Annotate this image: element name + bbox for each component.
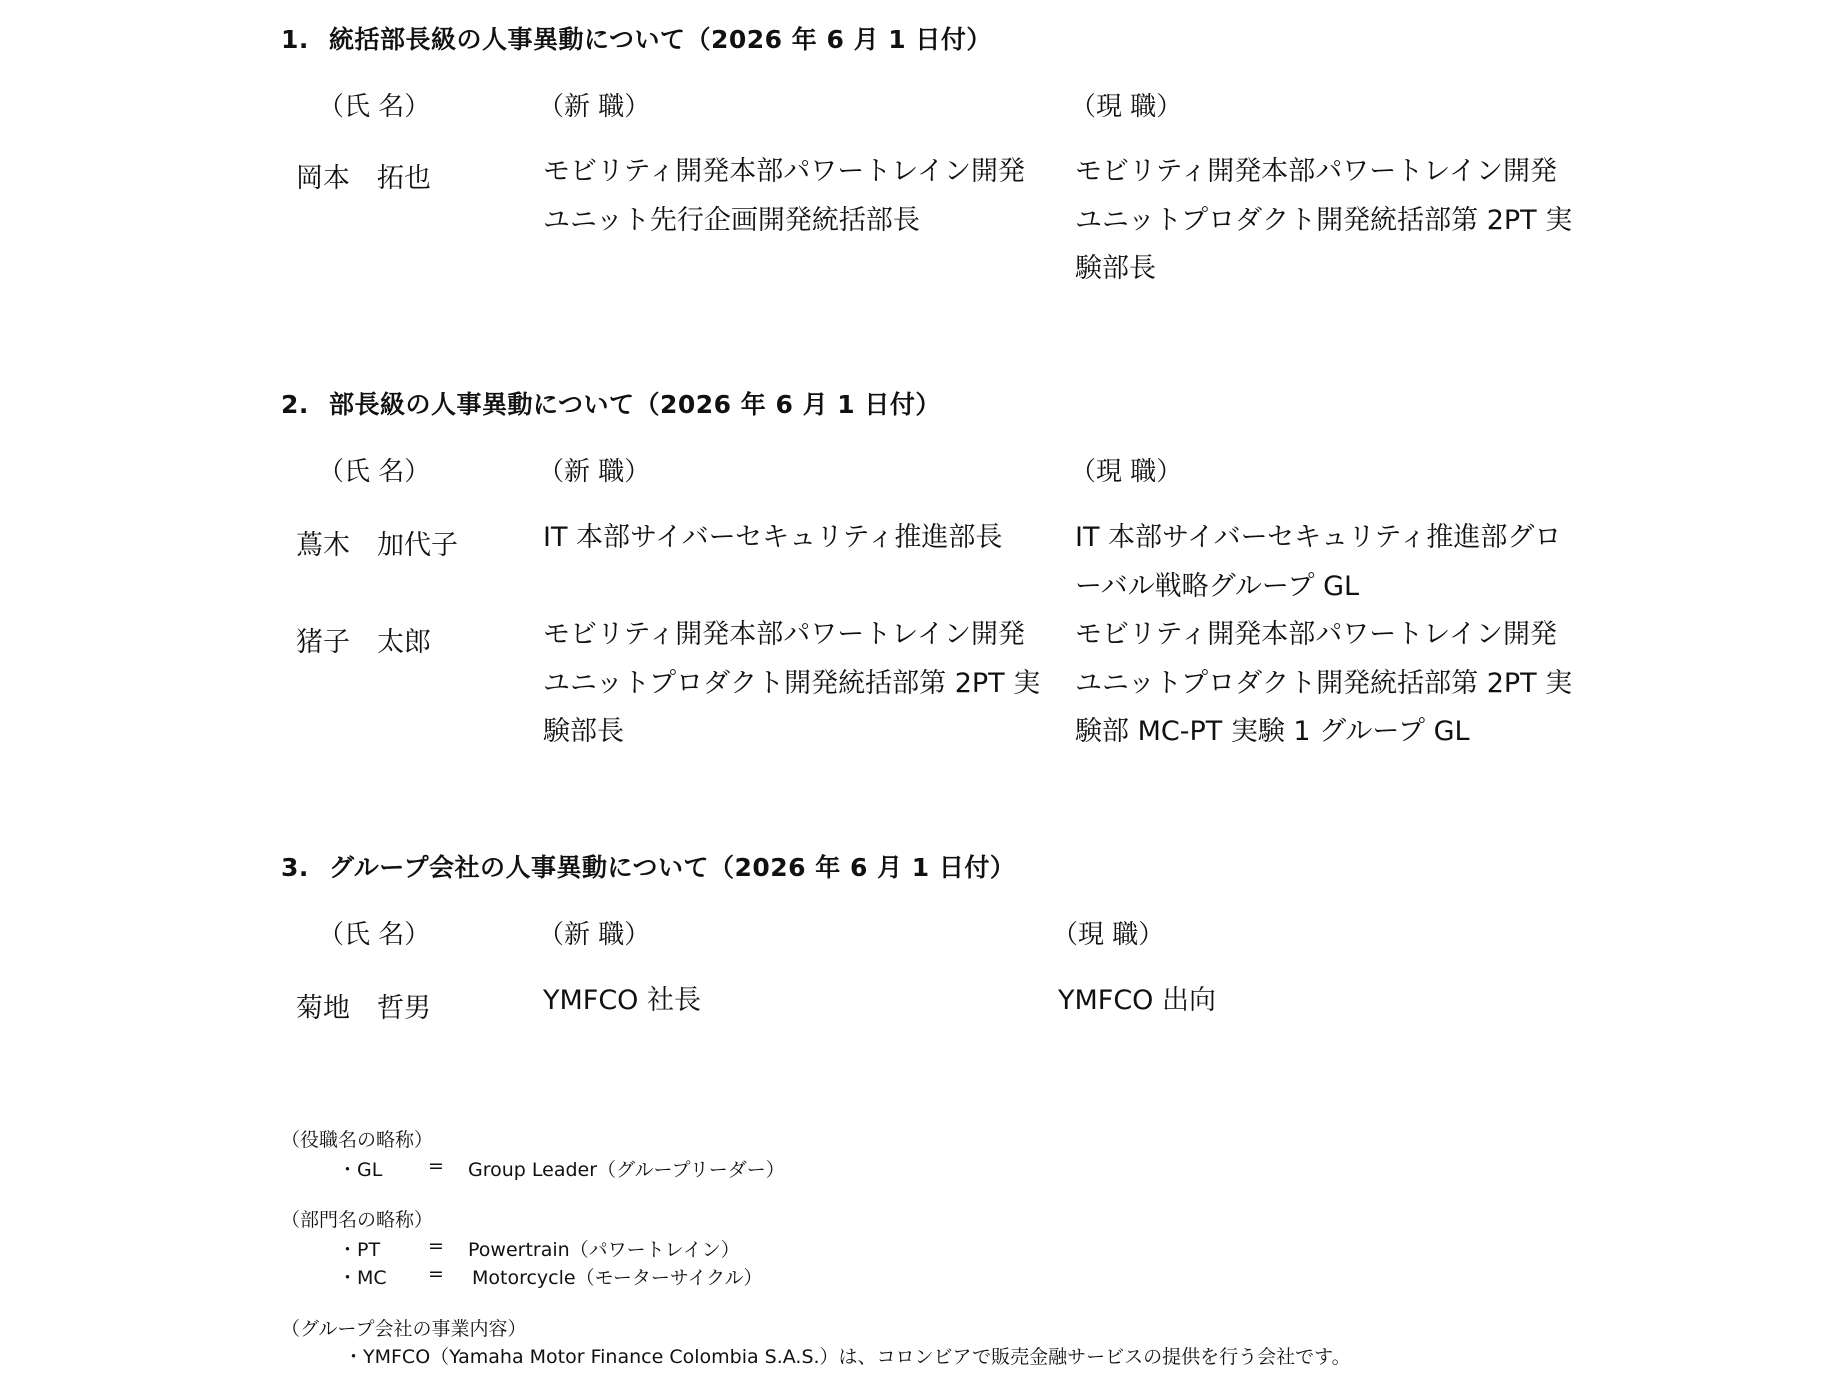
section-2-row-1-name: 蔦木 加代子 bbox=[296, 530, 458, 561]
notes-group-company-description: ・YMFCO（Yamaha Motor Finance Colombia S.A.S.）は、コロンビアで販売金融サービスの提供を行う会社です。 bbox=[344, 1346, 1351, 1368]
section-3-row-1-current bbox=[1058, 977, 1216, 1026]
note-mc-abbr: ・MC bbox=[338, 1267, 387, 1289]
section-1-header-new: （新 職） bbox=[538, 92, 651, 122]
section-1-row-1-current bbox=[1075, 148, 1572, 294]
section-3-row-1-name: 菊地 哲男 bbox=[296, 993, 431, 1024]
note-pt-abbr: ・PT bbox=[338, 1239, 381, 1261]
section-2-title bbox=[281, 385, 941, 421]
section-1-header-current: （現 職） bbox=[1070, 92, 1183, 122]
section-3-heading: グループ会社の人事異動について（2026 年 6 月 1 日付） bbox=[329, 853, 1016, 882]
section-2-row-1-current-line-2: ーバル戦略グループ GL bbox=[1075, 570, 1360, 602]
section-2-row-1-new bbox=[543, 514, 1002, 563]
section-2-row-2-current-line-2: ユニットプロダクト開発統括部第 2PT 実 bbox=[1075, 667, 1573, 699]
section-3-row-1-current-line-1: YMFCO 出向 bbox=[1058, 985, 1217, 1016]
section-2-row-1-current bbox=[1075, 514, 1561, 611]
section-2-heading: 部長級の人事異動について（2026 年 6 月 1 日付） bbox=[329, 390, 941, 419]
section-3-row-1-new bbox=[543, 977, 701, 1026]
section-2-row-2-current-line-3: 験部 MC-PT 実験 1 グループ GL bbox=[1075, 716, 1470, 747]
section-1-row-1-current-line-3: 験部長 bbox=[1075, 253, 1156, 284]
section-3-number: 3. bbox=[281, 853, 309, 882]
section-2-header-name: （氏 名） bbox=[318, 457, 431, 487]
note-gl-abbr: ・GL bbox=[338, 1159, 383, 1181]
section-1-row-1-current-line-2: ユニットプロダクト開発統括部第 2PT 実 bbox=[1075, 204, 1573, 236]
section-2-number: 2. bbox=[281, 390, 309, 419]
section-2-row-2-new-line-3: 験部長 bbox=[543, 716, 624, 747]
notes-title-abbreviations-heading: （役職名の略称） bbox=[281, 1129, 434, 1151]
section-2-row-2-new-line-2: ユニットプロダクト開発統括部第 2PT 実 bbox=[543, 667, 1041, 699]
section-1-row-1-name: 岡本 拓也 bbox=[296, 163, 431, 194]
section-2-row-2-current-line-1: モビリティ開発本部パワートレイン開発 bbox=[1075, 619, 1557, 650]
section-3-header-current: （現 職） bbox=[1052, 920, 1165, 950]
note-mc-desc: Motorcycle（モーターサイクル） bbox=[472, 1267, 763, 1289]
section-1-heading: 統括部長級の人事異動について（2026 年 6 月 1 日付） bbox=[329, 25, 992, 54]
section-1-title bbox=[281, 20, 992, 56]
section-2-row-2-current bbox=[1075, 611, 1572, 757]
section-3-title bbox=[281, 848, 1015, 884]
note-pt-equals: = bbox=[428, 1235, 444, 1257]
section-2-row-2-name: 猪子 太郎 bbox=[296, 627, 431, 658]
section-2-row-1-new-line-1: IT 本部サイバーセキュリティ推進部長 bbox=[543, 522, 1003, 553]
section-2-header-new: （新 職） bbox=[538, 457, 651, 487]
section-2-row-1-current-line-1: IT 本部サイバーセキュリティ推進部グロ bbox=[1075, 522, 1562, 553]
section-3-header-name: （氏 名） bbox=[318, 920, 431, 950]
notes-department-abbreviations-heading: （部門名の略称） bbox=[281, 1209, 434, 1231]
section-1-row-1-current-line-1: モビリティ開発本部パワートレイン開発 bbox=[1075, 156, 1557, 187]
section-1-number: 1. bbox=[281, 25, 309, 54]
note-pt-desc: Powertrain（パワートレイン） bbox=[468, 1239, 740, 1261]
section-1-row-1-new bbox=[543, 148, 1025, 245]
section-2-row-2-new-line-1: モビリティ開発本部パワートレイン開発 bbox=[543, 619, 1025, 650]
note-mc-equals: = bbox=[428, 1263, 444, 1285]
note-gl-desc: Group Leader（グループリーダー） bbox=[468, 1159, 785, 1181]
section-3-header-new: （新 職） bbox=[538, 920, 651, 950]
section-2-header-current: （現 職） bbox=[1070, 457, 1183, 487]
section-1-header-name: （氏 名） bbox=[318, 92, 431, 122]
section-2-row-2-new bbox=[543, 611, 1040, 757]
section-3-row-1-new-line-1: YMFCO 社長 bbox=[543, 985, 702, 1016]
notes-group-company-heading: （グループ会社の事業内容） bbox=[281, 1318, 527, 1340]
note-gl-equals: = bbox=[428, 1155, 444, 1177]
section-1-row-1-new-line-2: ユニット先行企画開発統括部長 bbox=[543, 204, 920, 236]
section-1-row-1-new-line-1: モビリティ開発本部パワートレイン開発 bbox=[543, 156, 1025, 187]
